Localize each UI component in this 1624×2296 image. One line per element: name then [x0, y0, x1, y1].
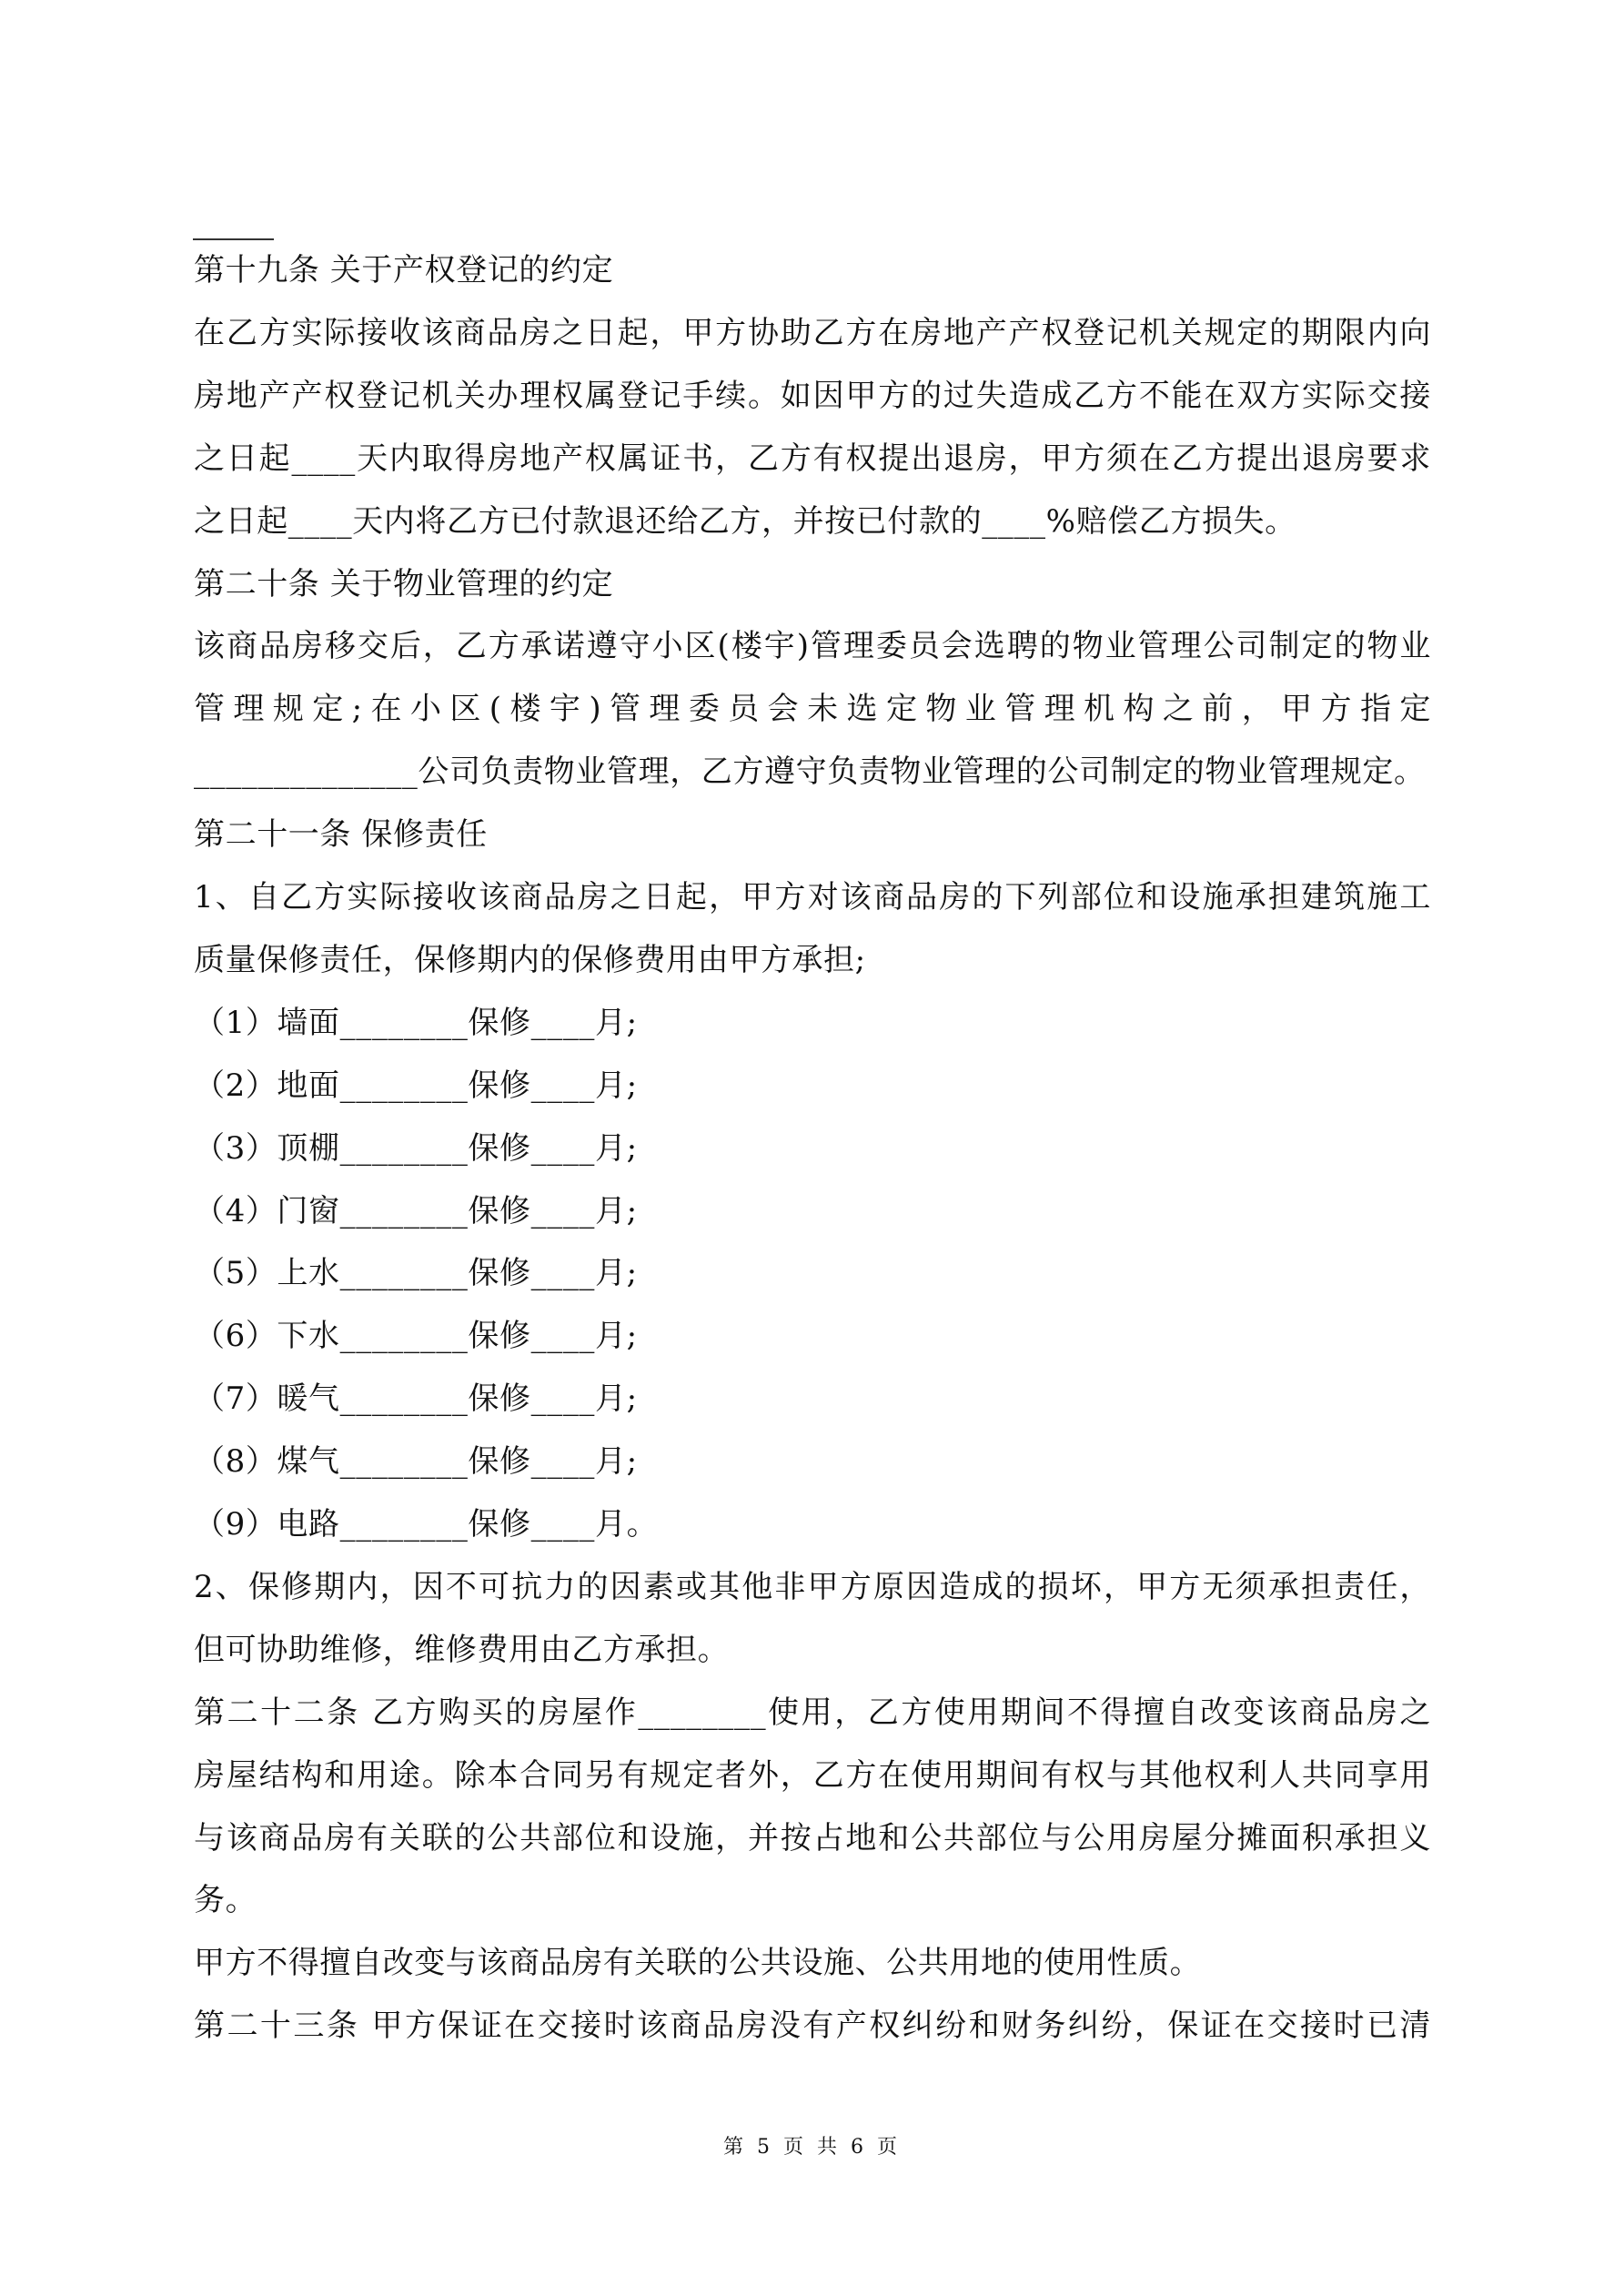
article-heading-line: 第十九条 关于产权登记的约定: [194, 252, 614, 288]
body-text-line: 务。: [194, 1882, 257, 1919]
body-text-line: 与该商品房有关联的公共部位和设施，并按占地和公共部位与公用房屋分摊面积承担义: [194, 1819, 1431, 1856]
body-text-line: 房屋结构和用途。除本合同另有规定者外，乙方在使用期间有权与其他权利人共同享用: [194, 1756, 1431, 1794]
warranty-item-line: （6）下水________保修____月;: [194, 1318, 638, 1355]
body-text-line: 管理规定;在小区(楼宇)管理委员会未选定物业管理机构之前，甲方指定: [194, 691, 1431, 728]
article-heading-line: 第二十条 关于物业管理的约定: [194, 565, 614, 602]
warranty-item-line: （7）暖气________保修____月;: [194, 1381, 638, 1418]
body-text-line: 2、保修期内，因不可抗力的因素或其他非甲方原因造成的损坏，甲方无须承担责任，: [194, 1568, 1431, 1605]
body-text-line: 之日起____天内取得房地产权属证书，乙方有权提出退房，甲方须在乙方提出退房要求: [194, 440, 1431, 477]
body-text-line: 1、自乙方实际接收该商品房之日起，甲方对该商品房的下列部位和设施承担建筑施工: [194, 879, 1431, 915]
body-text-line: 甲方不得擅自改变与该商品房有关联的公共设施、公共用地的使用性质。: [194, 1945, 1202, 1982]
warranty-item-line: （4）门窗________保修____月;: [194, 1192, 638, 1229]
warranty-item-line: （9）电路________保修____月。: [194, 1506, 659, 1542]
page-footer: 第 5 页 共 6 页: [723, 2136, 901, 2159]
body-text-line: 该商品房移交后，乙方承诺遵守小区(楼宇)管理委员会选聘的物业管理公司制定的物业: [194, 628, 1431, 665]
leading-underline-rule: [193, 238, 274, 240]
article-heading-line: 第二十二条 乙方购买的房屋作________使用，乙方使用期间不得擅自改变该商品房之: [194, 1694, 1431, 1731]
warranty-item-line: （2）地面________保修____月;: [194, 1067, 638, 1104]
body-text-line: ______________公司负责物业管理，乙方遵守负责物业管理的公司制定的物业管理规定。: [194, 754, 1426, 791]
body-text-line: 在乙方实际接收该商品房之日起，甲方协助乙方在房地产产权登记机关规定的期限内向: [194, 314, 1431, 351]
warranty-item-line: （1）墙面________保修____月;: [194, 1004, 638, 1041]
article-heading-line: 第二十一条 保修责任: [194, 816, 488, 854]
warranty-item-line: （3）顶棚________保修____月;: [194, 1129, 638, 1167]
warranty-item-line: （8）煤气________保修____月;: [194, 1443, 638, 1481]
article-heading-line: 第二十三条 甲方保证在交接时该商品房没有产权纠纷和财务纠纷，保证在交接时已清: [194, 2008, 1431, 2045]
body-text-line: 房地产产权登记机关办理权属登记手续。如因甲方的过失造成乙方不能在双方实际交接: [194, 377, 1431, 414]
body-text-line: 之日起____天内将乙方已付款退还给乙方，并按已付款的____%赔偿乙方损失。: [194, 502, 1296, 540]
warranty-item-line: （5）上水________保修____月;: [194, 1255, 638, 1292]
body-text-line: 质量保修责任，保修期内的保修费用由甲方承担;: [194, 941, 866, 978]
body-text-line: 但可协助维修，维修费用由乙方承担。: [194, 1631, 730, 1668]
